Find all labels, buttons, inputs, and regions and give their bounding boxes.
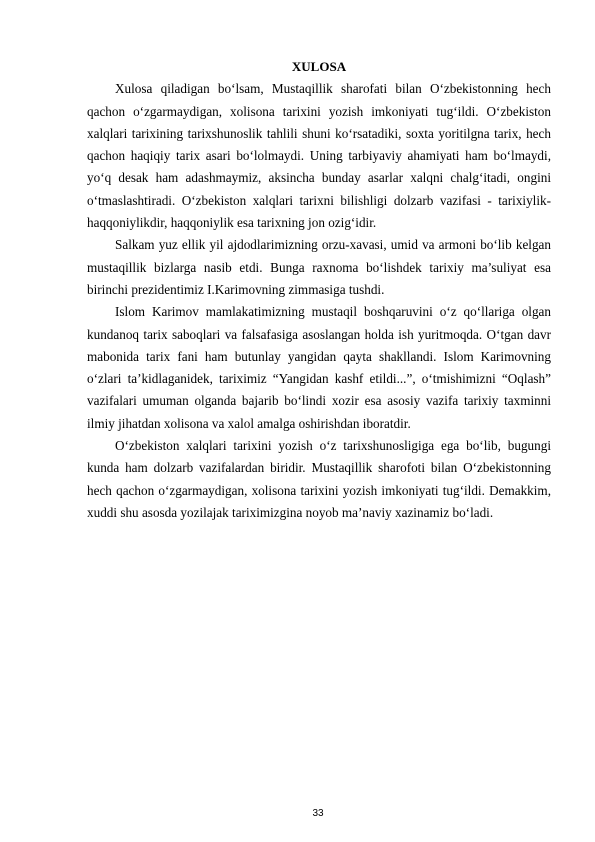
- page-content: [87, 56, 551, 524]
- section-title: XULOSA: [291, 59, 347, 74]
- paragraph: Salkam yuz ellik yil ajdodlarimizning orzu-xavasi, umid va armoni bo‘lib kelgan mustaqillik bizlarga nasib etdi. Bunga raxnoma bo‘lishdek tarixiy ma’suliyat esa birinchi prezidentimiz I.Karimovning zimmasiga tushdi.: [87, 237, 551, 297]
- paragraph: O‘zbekiston xalqlari tarixini yozish o‘z tarixshunosligiga ega bo‘lib, bugungi kunda ham dolzarb vazifalardan biridir. Mustaqillik sharofoti bilan O‘zbekistonning hech qachon o‘zgarmaydigan, xolisona tarixini yozish imkoniyati tug‘ildi. Demakkim, xuddi shu asosda yozilajak tariximizgina noyob ma’naviy xazinamiz bo‘ladi.: [87, 438, 551, 520]
- page-number: 33: [312, 808, 324, 819]
- paragraph: Islom Karimov mamlakatimizning mustaqil boshqaruvini o‘z qo‘llariga olgan kundanoq tarix saboqlari va falsafasiga asoslangan holda ish yuritmoqda. O‘tgan davr mabonida tarix fani ham butunlay yangidan qayta shakllandi. Islom Karimovning o‘zlari ta’kidlaganidek, tariximiz “Yangidan kashf etildi...”, o‘tmishimizni “Oqlash” vazifalari umuman olganda bajarib bo‘lindi xozir esa asosiy vazifa tarixiy taxminni ilmiy jihatdan xolisona va xalol amalga oshirishdan iboratdir.: [87, 304, 551, 431]
- paragraph: Xulosa qiladigan bo‘lsam, Mustaqillik sharofati bilan O‘zbekistonning hech qachon o‘zgarmaydigan, xolisona tarixini yozish imkoniyati tug‘ildi. O‘zbekiston xalqlari tarixining tarixshunoslik tahlili shuni ko‘rsatadiki, soxta yoritilgna tarix, hech qachon haqiqiy tarix asari bo‘lolmaydi. Uning tarbiyaviy ahamiyati ham bo‘lmaydi, yo‘q desak ham adashmaymiz, aksincha bunday asarlar xalqni chalg‘itadi, ongini o‘tmaslashtiradi. O‘zbekiston xalqlari tarixni bilishligi dolzarb vazifasi - tarixiylik-haqqoniylikdir, haqqoniylik esa tarixning jon ozig‘idir.: [87, 81, 551, 231]
